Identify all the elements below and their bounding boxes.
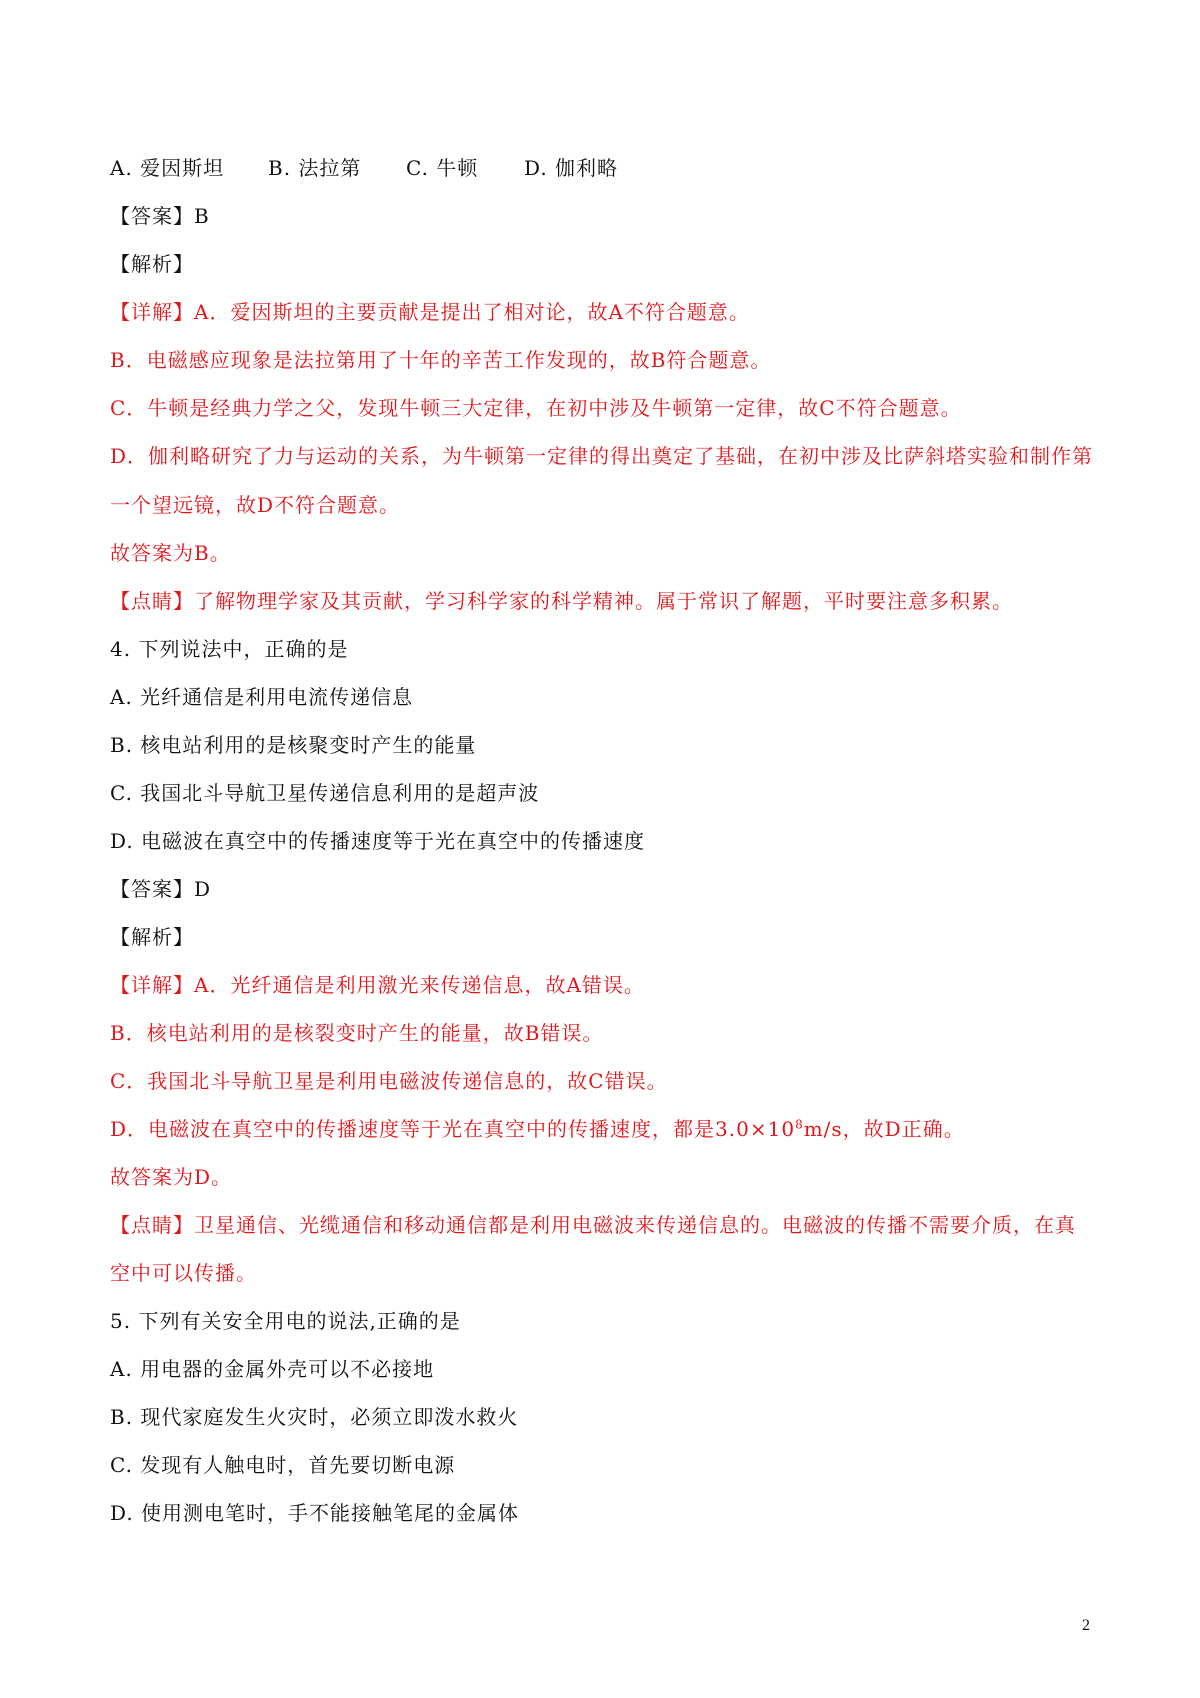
- q4-option-d: D. 电磁波在真空中的传播速度等于光在真空中的传播速度: [110, 829, 646, 853]
- q3-option-d: D. 伽利略: [524, 156, 619, 180]
- q3-conclusion: 故答案为B。: [110, 541, 231, 565]
- q4-detail-d-exponent: 8: [795, 1117, 804, 1132]
- q3-analysis-heading: 【解析】: [110, 252, 194, 276]
- q4-comment: 【点睛】卫星通信、光缆通信和移动通信都是利用电磁波来传递信息的。电磁波的传播不需要介质，在真: [110, 1213, 1076, 1237]
- q5-question: 5. 下列有关安全用电的说法,正确的是: [110, 1309, 461, 1333]
- q3-comment: 【点睛】了解物理学家及其贡献，学习科学家的科学精神。属于常识了解题，平时要注意多积累。: [110, 589, 1013, 613]
- q3-option-b: B. 法拉第: [268, 156, 362, 180]
- q3-detail-b: B．电磁感应现象是法拉第用了十年的辛苦工作发现的，故B符合题意。: [110, 348, 772, 372]
- q3-option-a: A. 爱因斯坦: [110, 156, 225, 180]
- q4-detail-c: C．我国北斗导航卫星是利用电磁波传递信息的，故C错误。: [110, 1069, 668, 1093]
- q4-question: 4. 下列说法中，正确的是: [110, 637, 349, 661]
- q4-option-a: A. 光纤通信是利用电流传递信息: [110, 685, 414, 709]
- q4-detail-b: B．核电站利用的是核裂变时产生的能量，故B错误。: [110, 1021, 604, 1045]
- q4-option-b: B. 核电站利用的是核聚变时产生的能量: [110, 733, 477, 757]
- q3-detail-c: C．牛顿是经典力学之父，发现牛顿三大定律，在初中涉及牛顿第一定律，故C不符合题意。: [110, 396, 962, 420]
- q3-answer: 【答案】B: [110, 204, 210, 228]
- q4-comment-cont: 空中可以传播。: [110, 1261, 257, 1285]
- q3-detail-d-cont: 一个望远镜，故D不符合题意。: [110, 493, 401, 517]
- q4-conclusion: 故答案为D。: [110, 1165, 233, 1189]
- q5-option-b: B. 现代家庭发生火灾时，必须立即泼水救火: [110, 1405, 519, 1429]
- q4-detail-d: [110, 1114, 965, 1144]
- q5-option-a: A. 用电器的金属外壳可以不必接地: [110, 1357, 435, 1381]
- q3-option-c: C. 牛顿: [406, 156, 479, 180]
- q3-options-row: [110, 153, 618, 183]
- q4-detail-d-text: D．电磁波在真空中的传播速度等于光在真空中的传播速度，都是3.0×10: [110, 1117, 796, 1141]
- q4-option-c: C. 我国北斗导航卫星传递信息利用的是超声波: [110, 781, 540, 805]
- q4-analysis-heading: 【解析】: [110, 925, 194, 949]
- q5-option-d: D. 使用测电笔时，手不能接触笔尾的金属体: [110, 1501, 520, 1525]
- q4-detail-a: 【详解】A．光纤通信是利用激光来传递信息，故A错误。: [110, 973, 645, 997]
- q4-answer: 【答案】D: [110, 877, 212, 901]
- q3-detail-d: D．伽利略研究了力与运动的关系，为牛顿第一定律的得出奠定了基础，在初中涉及比萨斜塔实验和制作第: [110, 444, 1094, 468]
- q4-detail-d-unit: m/s，故D正确。: [803, 1117, 965, 1141]
- q5-option-c: C. 发现有人触电时，首先要切断电源: [110, 1453, 456, 1477]
- page-number: 2: [1082, 1617, 1090, 1634]
- q3-detail-a: 【详解】A．爱因斯坦的主要贡献是提出了相对论，故A不符合题意。: [110, 300, 750, 324]
